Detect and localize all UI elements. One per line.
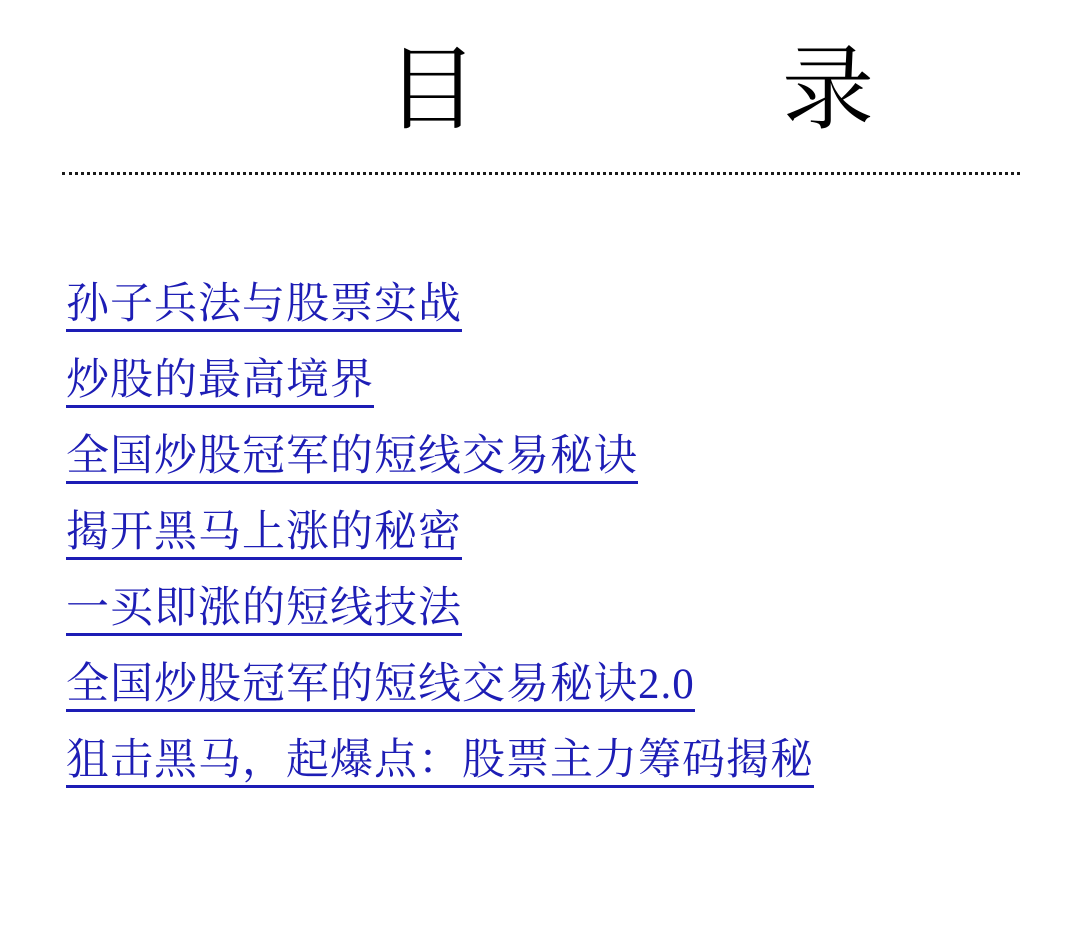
toc-label-1: 孙子兵法与股票实战 <box>66 283 462 332</box>
toc-label-5: 一买即涨的短线技法 <box>66 587 462 636</box>
toc-link-1[interactable] <box>66 283 1026 332</box>
toc-link-7[interactable] <box>66 739 1026 788</box>
toc-link-5[interactable] <box>66 587 1026 636</box>
toc-link-2[interactable] <box>66 359 1026 408</box>
toc-link-3[interactable] <box>66 435 1026 484</box>
toc-label-2: 炒股的最高境界 <box>66 359 374 408</box>
table-of-contents <box>66 283 1026 815</box>
toc-label-6: 全国炒股冠军的短线交易秘诀2.0 <box>66 663 695 712</box>
page-title: 目 录 <box>385 39 914 141</box>
toc-label-3: 全国炒股冠军的短线交易秘诀 <box>66 435 638 484</box>
toc-label-7: 狙击黑马，起爆点：股票主力筹码揭秘 <box>66 739 814 788</box>
toc-link-4[interactable] <box>66 511 1026 560</box>
title-divider <box>62 172 1020 175</box>
toc-link-6[interactable] <box>66 663 1026 712</box>
toc-label-4: 揭开黑马上涨的秘密 <box>66 511 462 560</box>
